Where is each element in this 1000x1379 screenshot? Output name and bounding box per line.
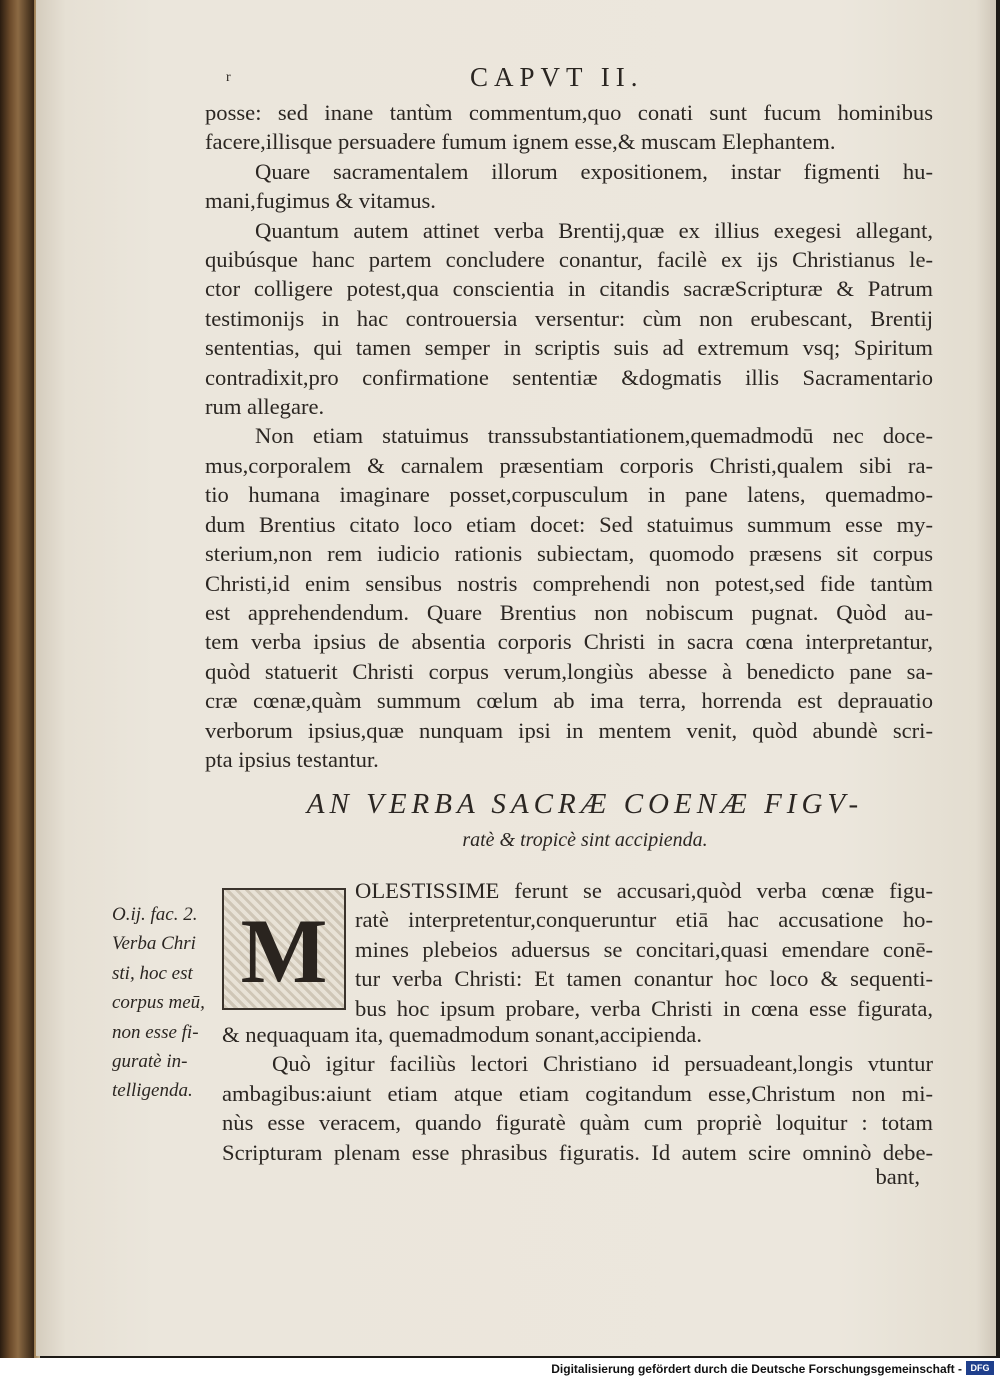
text-line: mus,corporalem & carnalem præsentiam corporis Christi,qualem sibi ra- xyxy=(205,452,933,478)
footer-credit: Digitalisierung gefördert durch die Deutsche Forschungsgemeinschaft - xyxy=(551,1362,962,1376)
text-line: Quò igitur faciliùs lectori Christiano id persuadeant,longis vtuntur xyxy=(272,1051,933,1077)
margin-note-line: telligenda. xyxy=(112,1080,193,1102)
text-line: rum allegare. xyxy=(205,394,325,420)
text-line: tem verba ipsius de absentia corporis Christi in sacra cœna interpretantur, xyxy=(205,629,933,655)
text-line: nùs esse veracem, quando figuratè quàm cum propriè loquitur : totam xyxy=(222,1110,933,1136)
text-line: Scripturam plenam esse phrasibus figuratis. Id autem scire omninò debe- xyxy=(222,1139,933,1165)
body-text xyxy=(205,98,933,774)
text-line: quòd statuerit Christi corpus verum,longiùs abesse à benedicto pane sa- xyxy=(205,658,933,684)
text-line: Quare sacramentalem illorum expositionem, instar figmenti hu- xyxy=(255,158,933,184)
section-subtitle: ratè & tropicè sint accipienda. xyxy=(462,829,708,851)
text-line: & nequaquam ita, quemadmodum sonant,accipienda. xyxy=(222,1022,702,1047)
text-line: mines plebeios aduersus se concitari,quasi emendare conē- xyxy=(355,936,933,962)
text-line: verborum ipsius,quæ nunquam ipsi in mentem venit, quòd abundè scri- xyxy=(205,717,933,743)
margin-note-line: sti, hoc est xyxy=(112,962,193,984)
text-line: cræ cœnæ,quàm summum cœlum ab ima terra, horrenda est deprauatio xyxy=(205,688,933,714)
footer-bar xyxy=(0,1358,1000,1379)
text-line: Christi,id enim sensibus nostris comprehendi non potest,sed fide tantùm xyxy=(205,570,933,596)
running-header: CAPVT II. xyxy=(470,62,644,92)
text-line: mani,fugimus & vitamus. xyxy=(205,188,436,214)
text-line: pta ipsius testantur. xyxy=(205,746,379,772)
page-mark: r xyxy=(226,70,231,85)
text-line: tio humana imaginare posset,corpusculum in pane latens, quemadmo- xyxy=(205,482,933,508)
text-line: ambagibus:aiunt etiam atque etiam cogitandum esse,Christum non mi- xyxy=(222,1080,933,1106)
text-line: bus hoc ipsum probare, verba Christi in cœna esse figurata, xyxy=(355,995,933,1021)
text-line: tur verba Christi: Et tamen conantur hoc loco & sequenti- xyxy=(355,966,933,992)
decorated-initial xyxy=(222,888,346,1010)
text-line: quibúsque hanc partem concludere conantur, facilè ex ijs Christianus le- xyxy=(205,247,933,273)
text-line: sententias, qui tamen semper in scriptis suis ad extremum vsq; Spiritum xyxy=(205,335,933,361)
text-line: Non etiam statuimus transsubstantiationem,quemadmodū nec doce- xyxy=(255,423,933,449)
text-line: posse: sed inane tantùm commentum,quo conati sunt fucum hominibus xyxy=(205,100,933,125)
text-line: OLESTISSIME ferunt se accusari,quòd verba cœnæ figu- xyxy=(355,878,933,903)
book-spine xyxy=(0,0,36,1358)
text-line: ctor colligere potest,qua conscientia in citandis sacræScripturæ & Patrum xyxy=(205,276,933,302)
initial-letter: M xyxy=(240,900,328,1002)
text-line: dum Brentius citato loco etiam docet: Sed statuimus summum esse my- xyxy=(205,511,933,537)
text-line: ratè interpretentur,conqueruntur etiā hac accusatione ho- xyxy=(355,907,933,933)
text-line: facere,illisque persuadere fumum ignem esse,& muscam Elephantem. xyxy=(205,129,836,155)
text-line: testimonijs in hac controuersia versentur: cùm non erubescant, Brentij xyxy=(205,305,933,331)
margin-note-line: O.ij. fac. 2. xyxy=(112,904,198,925)
text-line: sterium,non rem iudicio rationis subiectam, quomodo præsens sit corpus xyxy=(205,541,933,567)
margin-note xyxy=(112,900,222,1106)
text-line: contradixit,pro confirmatione sententiæ &dogmatis illis Sacramentario xyxy=(205,364,933,390)
section-title: AN VERBA SACRÆ COENÆ FIGV- xyxy=(306,788,864,820)
margin-note-line: non esse fi- xyxy=(112,1021,199,1043)
margin-note-line: corpus meū, xyxy=(112,992,205,1014)
margin-note-line: Verba Chri xyxy=(112,933,196,955)
paragraph-continuation xyxy=(222,1020,933,1167)
text-line: Quantum autem attinet verba Brentij,quæ ex illius exegesi allegant, xyxy=(255,217,933,243)
catchword: bant, xyxy=(875,1164,920,1189)
drop-cap-text xyxy=(355,876,933,1023)
text-line: est apprehendendum. Quare Brentius non nobiscum pugnat. Quòd au- xyxy=(205,599,933,625)
dfg-logo-icon: DFG xyxy=(966,1361,994,1375)
margin-note-line: guratè in- xyxy=(112,1051,188,1073)
